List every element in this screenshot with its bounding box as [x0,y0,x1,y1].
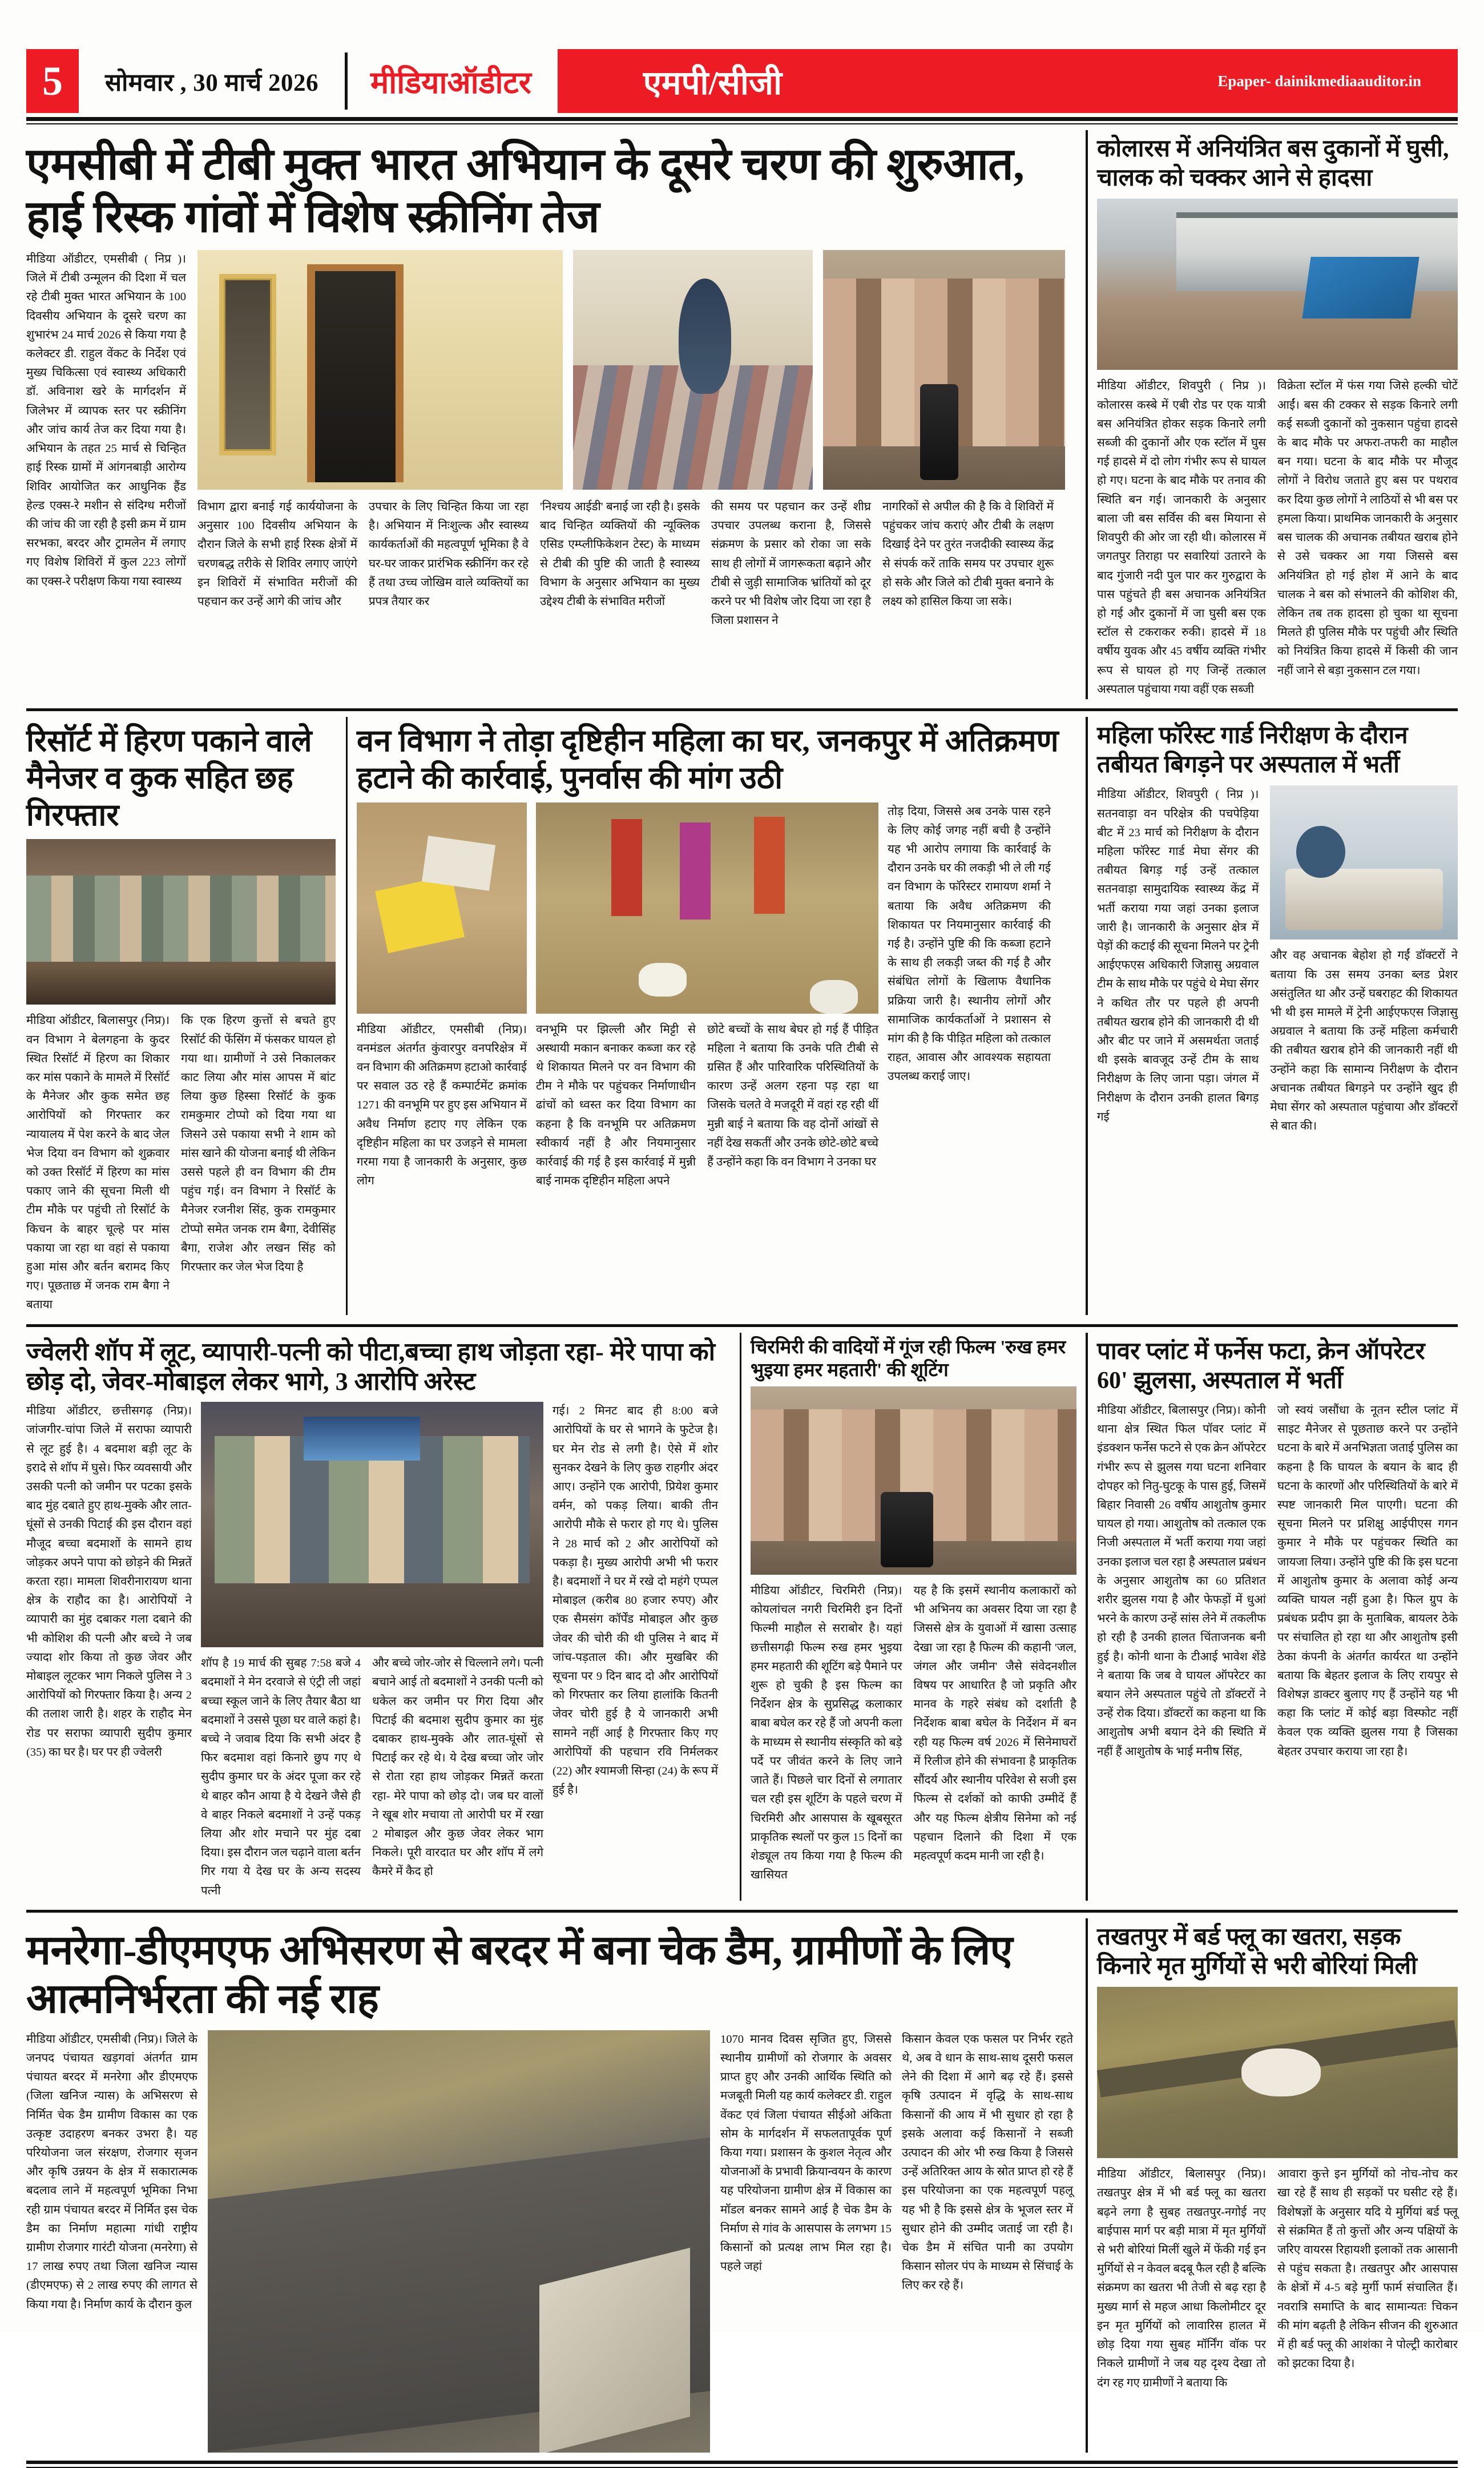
edition-label: एमपी/सीजी [643,64,782,102]
body-text: आवारा कुत्ते इन मुर्गियों को नोच-नोच कर खा रहे हैं साथ ही सड़कों पर घसीट रहे हैं। विशेषज्ञों के अनुसार यदि ये मुर्गियां बर्ड फ्लू से संक्रमित हैं तो कुत्तों और अन्य पक्षियों के जरिए वायरस रिहायशी इलाकों तक आसानी से पहुंच सकता है। तखतपुर और आसपास के क्षेत्रों में 4-5 बड़े मुर्गी फार्म संचालित हैं। नवरात्रि समाप्ति के बाद सामान्यतः चिकन की मांग बढ़ती है लेकिन सीजन की शुरुआत में ही बर्ड फ्लू की आशंका ने पोल्ट्री कारोबार को झटका दिया है। [1277,2168,1458,2370]
police-with-arrested-group-photo [26,839,336,1005]
film-cast-media-interview-photo [751,1386,1076,1575]
body-text: 1070 मानव दिवस सृजित हुए, जिससे स्थानीय ग्रामीणों को रोजगार के अवसर प्राप्त हुए और उनकी आर्थिक स्थिति को मजबूती मिली यह कार्य कलेक्टर डी. राहुल वेंकट एवं जिला पंचायत सीईओ अंकिता सोम के मार्गदर्शन में सफलतापूर्वक पूर्ण किया गया। प्रशासन के कुशल नेतृत्व और योजनाओं के प्रभावी क्रियान्वयन के कारण यह परियोजना ग्रामीण क्षेत्र में विकास का मॉडल बनकर सामने आई है चेक डैम के निर्माण से गांव के आसपास के लगभग 15 किसानों को प्रत्यक्ष लाभ मिल रहा है। पहले जहां [720,2033,892,2273]
page-bottom-rule [26,2461,1458,2464]
body-text: मीडिया ऑडीटर, छत्तीसगढ़ (निप्र)। जांजगीर-चांपा जिले में सराफा व्यापारी से लूट हुई है। 4 बदमाश बड़ी लूट के इरादे से शॉप में घुसे। फिर व्यवसायी और उसकी पत्नी को जमीन पर पटका इसके बाद मुंह दबाते हुए हाथ-मुक्के और लात-घूंसों से उनकी पिटाई की इस दौरान वहां मौजूद बच्चा बदमाशों के सामने हाथ जोड़कर अपने पापा को छोड़ने की मिन्नतें करता रहा। मामला शिवरीनारायण थाना क्षेत्र के राहौद का है। आरोपियों ने व्यापारी का मुंह दबाकर गला दबाने की भी कोशिश की पत्नी और बच्चे ने जब ज्यादा शोर किया तो कुछ जेवर और मोबाइल लूटकर भाग निकले पुलिस ने 3 आरोपियों को गिरफ्तार किया है। अन्य 2 की तलाश जारी है। शहर के राहौद मेन रोड पर सराफा व्यापारी सुदीप कुमार (35) का घर है। घर पर ही ज्वेलरी [26,1405,192,1759]
headline-jewellery-robbery: ज्वेलरी शॉप में लूट, व्यापारी-पत्नी को पीटा,बच्चा हाथ जोड़ता रहा- मेरे पापा को छोड़ दो, जेवर-मोबाइल लेकर भागे, 3 आरोपि अरेस्ट [26,1337,716,1396]
vertical-separator [346,717,348,1315]
vertical-separator [1086,1333,1088,1901]
body-text: छोटे बच्चों के साथ बेघर हो गई हैं पीड़ित महिला ने बताया कि उनके पति टीबी से ग्रसित हैं और पारिवारिक परिस्थितियों के कारण उन्हें अलग रहना पड़ रहा था जिसके चलते वे मजदूरी में वहां रह रही थीं मुन्नी बाई ने बताया कि वह दोनों आंखों से नहीं देख सकतीं और उनके छोटे-छोटे बच्चे हैं उन्होंने कहा कि वन विभाग ने उनका घर [707,1023,878,1168]
article-bird-flu [1097,1918,1458,2453]
body-text: मीडिया ऑडीटर, एमसीबी ( निप्र )। जिले में टीबी उन्मूलन की दिशा में चल रहे टीबी मुक्त भारत अभियान के 100 दिवसीय अभियान के दूसरे चरण का शुभारंभ 24 मार्च 2026 से किया गया है कलेक्टर डी. राहुल वेंकट के निर्देश एवं मुख्य चिकित्सा एवं स्वास्थ्य अधिकारी डॉ. अविनाश खरे के मार्गदर्शन में जिलेभर में व्यापक स्तर पर स्क्रीनिंग और जांच कार्य तेज कर दिया गया है। अभियान के तहत 25 मार्च से चिन्हित हाई रिस्क ग्रामों में आंगनबाड़ी आरोग्य शिविर आयोजित कर आधुनिक हैंड हेल्ड एक्स-रे मशीन से संदिग्ध मरीजों की जांच की जा रही है इसी क्रम में ग्राम सरभका, बरदर और ट्रामलेन में लगाए गए विशेष शिविरों में कुल 223 लोगों का एक्स-रे परीक्षण किया गया स्वास्थ्य [26,253,186,588]
vertical-separator [1086,717,1088,1315]
body-text: 'निश्चय आईडी' बनाई जा रही है। इसके बाद चिन्हित व्यक्तियों की न्यूक्लिक एसिड एम्प्लीफिकेशन टेस्ट) के माध्यम से टीबी की पुष्टि की जाती है स्वास्थ्य विभाग के अनुसार अभियान का मुख्य उद्देश्य टीबी के संभावित मरीजों [540,501,700,608]
body-text: यह है कि इसमें स्थानीय कलाकारों को भी अभिनय का अवसर दिया जा रहा है जिससे क्षेत्र के युवाओं में खासा उत्साह देखा जा रहा है फिल्म की कहानी 'जल, जंगल और जमीन' जैसे संवेदनशील विषय पर आधारित है जो प्रकृति और मानव के गहरे संबंध को दर्शाती है निर्देशक बाबा बघेल के निर्देशन में बन रही यह फिल्म वर्ष 2026 में सिनेमाघरों में रिलीज होने की संभावना है प्राकृतिक सौंदर्य और स्थानीय परिवेश से सजी इस फिल्म से दर्शकों को काफी उम्मीदें हैं और यह फिल्म क्षेत्रीय सिनेमा को नई पहचान दिलाने की दिशा में एक महत्वपूर्ण कदम मानी जा रही है। [913,1584,1076,1862]
article-bus-accident [1097,130,1458,699]
headline-check-dam: मनरेगा-डीएमएफ अभिसरण से बरदर में बना चेक डैम, ग्रामीणों के लिए आत्मनिर्भरता की नई राह [26,1927,1013,2022]
epaper-url: Epaper- dainikmediaauditor.in [1217,72,1421,90]
article-forest-demolition [357,717,1076,1315]
body-text: मीडिया ऑडीटर, चिरमिरी (निप्र)। कोयलांचल नगरी चिरमिरी इन दिनों फिल्मी माहौल से सराबोर है। यहां छत्तीसगढ़ी फिल्म रुख हमर भुइया हमर महतारी की शूटिंग बड़े पैमाने पर शुरू हो चुकी है इस फिल्म का निर्देशन क्षेत्र के सुप्रसिद्ध कलाकार बाबा बघेल कर रहे हैं जो अपनी कला के माध्यम से स्थानीय संस्कृति को बड़े पर्दे पर जीवंत करने के लिए जाने जाते हैं। पिछले चार दिनों से लगातार चल रही इस शूटिंग के पहले चरण में चिरमिरी और आसपास के खूबसूरत प्राकृतिक स्थलों पर कुल 15 दिनों का शेड्यूल तय किया गया है फिल्म की खासियत [751,1584,902,1882]
bus-crash-balaji-photo [1097,199,1458,370]
demolished-house-debris-photo [357,802,527,1014]
section-rule [26,1324,1458,1327]
body-text: और वह अचानक बेहोश हो गईं डॉक्टरों ने बताया कि उस समय उनका ब्लड प्रेशर असंतुलित था और उन्हें घबराहट की शिकायत भी थी इस मामले में ट्रेनी आईएफएस जिज्ञासु अग्रवाल ने बताया कि उन्हें महिला कर्मचारी की तबीयत खराब होने की जानकारी नहीं थी उन्होंने कहा कि सामान्य निरीक्षण के दौरान अचानक तबीयत बिगड़ने पर उन्होंने खुद ही मेघा सेंगर को अस्पताल पहुंचाया और डॉक्टरों से बात की। [1270,949,1458,1133]
section-rule [26,1910,1458,1913]
article-tb-campaign [26,130,1076,699]
brand-logo: मीडियाऑडीटर [370,66,531,100]
body-text: किसान केवल एक फसल पर निर्भर रहते थे, अब वे धान के साथ-साथ दूसरी फसल लेने की दिशा में आगे बढ़ रहे हैं। इससे कृषि उत्पादन में वृद्धि के साथ-साथ किसानों की आय में भी सुधार हो रहा है इसके अलावा कई किसानों ने सब्जी उत्पादन की ओर भी रुख किया है जिससे उन्हें अतिरिक्त आय के स्रोत प्राप्त हो रहे हैं इस परियोजना का एक महत्वपूर्ण पहलू यह भी है कि इससे क्षेत्र के भूजल स्तर में सुधार होने की उम्मीद जताई जा रही है। चेक डैम में संचित पानी का उपयोग किसान सोलर पंप के माध्यम से सिंचाई के लिए कर रहे हैं। [902,2033,1073,2292]
section-rule [26,708,1458,711]
body-text: उपचार के लिए चिन्हित किया जा रहा है। अभियान में निःशुल्क और स्वास्थ्य कार्यकर्ताओं की महत्वपूर्ण भूमिका है वे घर-घर जाकर प्रारंभिक स्क्रीनिंग कर रहे हैं तथा उच्च जोखिम वाले व्यक्तियों का प्रपत्र तैयार कर [369,501,529,608]
row-3 [26,1333,1458,1901]
check-dam-water-photo [208,2030,710,2453]
headline-film-shooting: चिरमिरी की वादियों में गूंज रही फिल्म 'रुख हमर भुइया हमर महतारी' की शूटिंग [751,1337,1066,1381]
headline-forest-demolition: वन विभाग ने तोड़ा दृष्टिहीन महिला का घर, जनकपुर में अतिक्रमण हटाने की कार्रवाई, पुनर्वास की मांग उठी [357,723,1059,795]
vertical-separator [1086,1918,1088,2453]
page-number-badge: 5 [26,49,79,113]
masthead-rule [26,117,1458,121]
body-text: गई। 2 मिनट बाद ही 8:00 बजे आरोपियों के घर से भागने के फुटेज है। घर मेन रोड से लगी है। ऐसे में शोर सुनकर देखने के लिए कुछ राहगीर अंदर आए। उन्होंने एक आरोपी, प्रियेश कुमार वर्मन, को पकड़ लिया। बाकी तीन आरोपी मौके से फरार हो गए थे। पुलिस ने 28 मार्च को 2 और आरोपियों को पकड़ा है। मुख्य आरोपी अभी भी फरार है। बदमाशों ने घर में रखे दो महंगे एप्पल मोबाइल (करीब 80 हजार रुपए) और एक सैमसंग कॉर्पेंड मोबाइल और कुछ जेवर की चोरी की थी पुलिस ने बाद में जांच-पड़ताल की। और मुखबिर की सूचना पर 9 दिन बाद दो और आरोपियों को गिरफ्तार कर लिया हालांकि कितनी जेवर चोरी हुई है ये जानकारी अभी सामने नहीं आई है गिरफ्तार किए गए आरोपियों की पहचान रवि निर्मलकर (22) और श्यामजी सिन्हा (24) के रूप में हुई है। [553,1405,718,1797]
body-text: और बच्चे जोर-जोर से चिल्लाने लगे। पत्नी बचाने आई तो बदमाशों ने उनकी पत्नी को धकेल कर जमीन पर गिरा दिया और पिटाई की बदमाश सुदीप कुमार का मुंह दबाकर हाथ-मुक्के और लात-घूंसों से पिटाई कर रहे थे। ये देख बच्चा जोर जोर से रोता रहा हाथ जोड़कर मिन्नतें करता रहा- मेरे पापा को छोड़ दो। जब घर वालों ने खूब शोर मचाया तो आरोपी घर में रखा 2 मोबाइल और कुछ जेवर लेकर भाग निकले। पूरी वारदात घर और शॉप में लगे कैमरे में कैद हो [372,1657,543,1878]
headline-forest-guard: महिला फॉरेस्ट गार्ड निरीक्षण के दौरान तबीयत बिगड़ने पर अस्पताल में भर्ती [1097,722,1408,779]
page-bottom-rule-thin [26,2467,1458,2468]
forest-land-clearing-photo [536,802,878,1014]
hospital-ward-patients-photo [573,250,813,490]
headline-tb-campaign: एमसीबी में टीबी मुक्त भारत अभियान के दूसरे चरण की शुरुआत, हाई रिस्क गांवों में विशेष स्क्रीनिंग तेज [26,139,1025,242]
article-jewellery-robbery [26,1333,740,1901]
body-text: मीडिया ऑडीटर, बिलासपुर (निप्र)। कोनी थाना क्षेत्र स्थित फिल पॉवर प्लांट में इंडक्शन फर्नेस फटने से एक क्रेन ऑपरेटर गंभीर रूप से झुलस गया घटना शनिवार दोपहर को नितु-घुटकू के पास हुई, जिसमें बिहार निवासी 26 वर्षीय आशुतोष कुमार घायल हो गया। आशुतोष को तत्काल एक निजी अस्पताल में भर्ती कराया गया जहां उनका इलाज चल रहा है अस्पताल प्रबंधन के अनुसार आशुतोष का 60 प्रतिशत शरीर झुलस गया है और फेफड़ों में धुआं भरने के कारण उन्हें सांस लेने में तकलीफ हो रही है उनकी हालत चिंताजनक बनी हुई है। कोनी थाना के टीआई भावेश शेंडे ने बताया कि जब वे घायल ऑपरेटर का बयान लेने अस्पताल पहुंचे तो डॉक्टरों ने उन्हें रोक दिया। डॉक्टरों का कहना था कि आशुतोष अभी बयान देने की स्थिति में नहीं हैं आशुतोष के भाई मनीष सिंह, [1097,1404,1266,1758]
headline-bird-flu: तखतपुर में बर्ड फ्लू का खतरा, सड़क किनारे मृत मुर्गियों से भरी बोरियां मिली [1097,1923,1417,1980]
body-text: शॉप है 19 मार्च की सुबह 7:58 बजे 4 बदमाशों ने मेन दरवाजे से एंट्री ली जहां बच्चा स्कूल जाने के लिए तैयार बैठा था बदमाशों ने उससे पूछा घर वाले कहां है। बच्चे ने जवाब दिया कि सभी अंदर है फिर बदमाश वहां किनारे छुप गए थे सुदीप कुमार घर के अंदर पूजा कर रहे थे बाहर कौन आया है ये देखने जैसे ही वे बाहर निकले बदमाशों ने उन्हें पकड़ लिया और शोर मचाने पर मुंह दबा दिया। इस दौरान जल चढ़ाने वाला बर्तन गिर गया ये देख घर के अन्य सदस्य पत्नी [201,1657,361,1897]
health-camp-table-photo [823,250,1065,490]
body-text: मीडिया ऑडीटर, शिवपुरी ( निप्र )। सतनवाड़ा वन परिक्षेत्र की पचपेड़िया बीट में 23 मार्च को निरीक्षण के दौरान महिला फॉरेस्ट गार्ड मेघा सेंगर की तबीयत बिगड़ गई उन्हें तत्काल सतनवाड़ा सामुदायिक स्वास्थ्य केंद्र में भर्ती कराया गया जहां उनका इलाज जारी है। जानकारी के अनुसार क्षेत्र में पेड़ों की कटाई की सूचना मिलने पर ट्रेनी आईएफएस अधिकारी जिज्ञासु अग्रवाल टीम के साथ मौके पर पहुंचे थे मेघा सेंगर ने कथित तौर पर पहले ही अपनी तबीयत खराब होने की जानकारी दी थी और बीट पर जाने में असमर्थता जताई थी इसके बावजूद उन्हें टीम के साथ निरीक्षण के लिए जाना पड़ा। जंगल में निरीक्षण के दौरान उनकी हालत बिगड़ गई [1097,788,1259,1123]
row-4 [26,1918,1458,2453]
edition-bar [558,49,1458,113]
woman-on-hospital-bed-photo [1270,785,1458,939]
vertical-separator [740,1333,741,1901]
body-text: मीडिया ऑडीटर, एमसीबी (निप्र)। जिले के जनपद पंचायत खड़गवां अंतर्गत ग्राम पंचायत बरदर में मनरेगा और डीएमएफ (जिला खनिज न्यास) के अभिसरण से निर्मित चेक डैम ग्रामीण विकास का एक उत्कृष्ट उदाहरण बनकर उभरा है। यह परियोजना जल संरक्षण, रोजगार सृजन और कृषि उन्नयन के क्षेत्र में सकारात्मक बदलाव लाने में महत्वपूर्ण भूमिका निभा रही ग्राम पंचायत बरदर में निर्मित इस चेक डैम का निर्माण महात्मा गांधी राष्ट्रीय ग्रामीण रोजगार गारंटी योजना (मनरेगा) से 17 लाख रुपए तथा जिला खनिज न्यास (डीएमएफ) से 2 लाख रुपए की लागत से किया गया है। निर्माण कार्य के दौरान कुल [26,2033,197,2311]
body-text: जो स्वयं जसौंधा के नूतन स्टील प्लांट में साइट मैनेजर से पूछताछ करने पर उन्होंने घटना के बारे में अनभिज्ञता जताई पुलिस का कहना है कि घायल के बयान के बाद ही घटना के कारणों और परिस्थितियों के बारे में स्पष्ट जानकारी मिल पाएगी। घटना की सूचना मिलने पर प्रशिक्षु आईपीएस गगन कुमार ने मौके पर पहुंचकर स्थिति का जायजा लिया। उन्होंने पुष्टि की कि इस घटना में आशुतोष कुमार के अलावा कोई अन्य व्यक्ति घायल नहीं हुआ है। फिल ग्रुप के प्रबंधक प्रदीप झा के मुताबिक, बायलर ठेके पर संचालित हो रहा था और आशुतोष इसी ठेका कंपनी के अंतर्गत कार्यरत था उन्होंने बताया कि बेहतर इलाज के लिए रायपुर से विशेषज्ञ डाक्टर बुलाए गए हैं उन्होंने यह भी कहा कि प्लांट में कोई बड़ा विस्फोट नहीं केवल एक व्यक्ति झुलस गया है जिसका बेहतर उपचार कराया जा रहा है। [1277,1404,1458,1758]
body-text: नागरिकों से अपील की है कि वे शिविरों में पहुंचकर जांच कराएं और टीबी के लक्षण दिखाई देने पर तुरंत नजदीकी स्वास्थ्य केंद्र से संपर्क करें ताकि समय पर उपचार शुरू हो सके और जिले को टीबी मुक्त बनाने के लक्ष्य को हासिल किया जा सके। [882,501,1054,608]
police-with-accused-photo [201,1402,543,1647]
body-text: मीडिया ऑडीटर, बिलासपुर (निप्र)। तखतपुर क्षेत्र में भी बर्ड फ्लू का खतरा बढ़ने लगा है सुबह तखतपुर-नगोई नए बाईपास मार्ग पर बड़ी मात्रा में मृत मुर्गियों से भरी बोरियां मिलीं खुले में फेंकी गई इन मुर्गियों से न केवल बदबू फैल रही है बल्कि संक्रमण का खतरा भी तेजी से बढ़ रहा है मुख्य मार्ग से महज आधा किलोमीटर दूर इन मृत मुर्गियों को लावारिस हालत में छोड़ दिया गया सुबह मॉर्निंग वॉक पर निकले ग्रामीणों ने जब यह दृश्य देखा तो दंग रह गए ग्रामीणों ने बताया कि [1097,2168,1266,2389]
house-clinic-screening-photo [197,250,563,490]
headline-bus-accident: कोलारस में अनियंत्रित बस दुकानों में घुसी, चालक को चक्कर आने से हादसा [1097,136,1449,192]
article-film-shooting [751,1333,1076,1901]
row-2 [26,717,1458,1315]
article-check-dam [26,1918,1076,2453]
vertical-separator [1086,130,1088,699]
body-text: विभाग द्वारा बनाई गई कार्ययोजना के अनुसार 100 दिवसीय अभियान के दौरान जिले के सभी हाई रिस्क क्षेत्रों में चरणबद्ध तरीके से शिविर लगाए जाएंगे इन शिविरों में संभावित मरीजों की पहचान कर उन्हें आगे की जांच और [197,501,357,608]
headline-power-plant: पावर प्लांट में फर्नेस फटा, क्रेन ऑपरेटर 60' झुलसा, अस्पताल में भर्ती [1097,1338,1425,1394]
masthead-rule-thin [26,123,1458,124]
body-text: विक्रेता स्टॉल में फंस गया जिसे हल्की चोटें आईं। बस की टक्कर से सड़क किनारे लगी कई सब्जी दुकानों को नुकसान पहुंचा हादसे के बाद मौके पर अफरा-तफरी का माहौल बन गया। घटना के बाद मौके पर मौजूद लोगों ने विरोध जताते हुए बस पर पथराव कर दिया कुछ लोगों ने लाठियों से भी बस पर हमला किया। प्राथमिक जानकारी के अनुसार बस चालक की अचानक तबीयत खराब होने से उसे चक्कर आ गया जिससे बस अनियंत्रित हो गई होश में आने के बाद चालक ने बस को संभालने की कोशिश की, लेकिन तब तक हादसा हो चुका था सूचना मिलते ही पुलिस मौके पर पहुंची और स्थिति को नियंत्रित किया हादसे में किसी की जान नहीं जाने से बड़ा नुकसान टल गया। [1277,380,1458,677]
body-text: वनभूमि पर झिल्ली और मिट्टी से अस्थायी मकान बनाकर कब्जा कर रहे थे शिकायत मिलने पर वन विभाग की टीम ने मौके पर पहुंचकर निर्माणाधीन ढांचों को ध्वस्त कर दिया विभाग का कहना है कि वनभूमि पर अतिक्रमण स्वीकार्य नहीं है और नियमानुसार कार्रवाई की गई है इस कार्रवाई में मुन्नी बाई नामक दृष्टिहीन महिला अपने [536,1023,696,1188]
body-text: की समय पर पहचान कर उन्हें शीघ्र उपचार उपलब्ध कराना है, जिससे संक्रमण के प्रसार को रोका जा सके साथ ही लोगों में जागरूकता बढ़ाने और टीबी से जुड़ी सामाजिक भ्रांतियों को दूर करने पर भी विशेष जोर दिया जा रहा है जिला प्रशासन ने [711,501,871,627]
article-power-plant [1097,1333,1458,1901]
publication-date: सोमवार , 30 मार्च 2026 [105,69,318,96]
article-forest-guard [1097,717,1458,1315]
headline-resort-deer: रिसॉर्ट में हिरण पकाने वाले मैनेजर व कुक सहित छह गिरफ्तार [26,723,312,832]
row-1 [26,130,1458,699]
body-text: तोड़ दिया, जिससे अब उनके पास रहने के लिए कोई जगह नहीं बची है उन्होंने यह भी आरोप लगाया कि कार्रवाई के दौरान उनके घर की लकड़ी भी ले ली गई वन विभाग के फॉरेस्टर रामायण शर्मा ने बताया कि अवैध अतिक्रमण की शिकायत पर नियमानुसार कार्रवाई की गई है। उन्होंने पुष्टि की कि कब्जा हटाने के साथ ही लकड़ी जब्त की गई है और संबंधित लोगों के खिलाफ वैधानिक प्रक्रिया जारी है। स्थानीय लोगों और सामाजिक कार्यकर्ताओं ने प्रशासन से मांग की है कि पीड़ित महिला को तत्काल राहत, आवास और आवश्यक सहायता उपलब्ध कराई जाए। [888,805,1051,1083]
body-text: मीडिया ऑडीटर, एमसीबी (निप्र)। वनमंडल अंतर्गत कुंवारपुर वनपरिक्षेत्र में वन विभाग की अतिक्रमण हटाओ कार्रवाई पर सवाल उठ रहे हैं कम्पार्टमेंट क्रमांक 1271 की वनभूमि पर हुए इस अभियान में अवैध निर्माण हटाए गए लेकिन एक दृष्टिहीन महिला का घर उजड़ने से मामला गरमा गया है जानकारी के अनुसार, कुछ लोग [357,1023,527,1188]
body-text: मीडिया ऑडीटर, शिवपुरी ( निप्र )। कोलारस कस्बे में एबी रोड पर एक यात्री बस अनियंत्रित होकर सड़क किनारे लगी सब्जी की दुकानों और एक स्टॉल में घुस गई हादसे में दो लोग गंभीर रूप से घायल हो गए। घटना के बाद मौके पर तनाव की स्थिति बन गई। जानकारी के अनुसार बाला जी बस सर्विस की बस मियाना से शिवपुरी की ओर जा रही थी। कोलारस में जगतपुर तिराहा पर सवारियां उतारने के बाद गुंजारी नदी पुल पार कर गुरुद्वारा के पास पहुंचते ही बस अचानक अनियंत्रित हो गई और दुकानों में जा घुसी बस एक स्टॉल से टकराकर रुकी। हादसे में 18 वर्षीय युवक और 45 वर्षीय व्यक्ति गंभीर रूप से घायल हो गए जिन्हें तत्काल अस्पताल पहुंचाया गया वहीं एक सब्जी [1097,380,1266,696]
masthead [26,49,1458,113]
body-text: मीडिया ऑडीटर, बिलासपुर (निप्र)। वन विभाग ने बेलगहना के कुदर स्थित रिसॉर्ट में हिरण का शिकार कर मांस पकाने के मामले में रिसॉर्ट के मैनेजर और कुक समेत छह आरोपियों को गिरफ्तार कर न्यायालय में पेश करने के बाद जेल भेज दिया वन विभाग को शुक्रवार को उक्त रिसॉर्ट में हिरण का मांस पकाए जाने की सूचना मिली थी टीम मौके पर पहुंची तो रिसॉर्ट के किचन के बाहर चूल्हे पर मांस पकाया जा रहा था वहां से पकाया हुआ मांस और बर्तन बरामद किए गए। पूछताछ में जनक राम बैगा ने बताया [26,1014,170,1312]
body-text: कि एक हिरण कुत्तों से बचते हुए रिसॉर्ट की फेंसिंग में फंसकर घायल हो गया था। ग्रामीणों ने उसे निकालकर काट लिया और मांस आपस में बांट लिया कुछ हिस्सा रिसॉर्ट के कुक रामकुमार टोप्पो को दिया गया था जिसने उसे पकाया सभी ने शाम को मांस खाने की योजना बनाई थी लेकिन उससे पहले ही वन विभाग की टीम पहुंच गई। वन विभाग ने रिसॉर्ट के मैनेजर रजनीश सिंह, कुक रामकुमार टोप्पो समेत जनक राम बैगा, देवीसिंह बैगा, राजेश और लखन सिंह को गिरफ्तार कर जेल भेज दिया है [181,1014,336,1273]
roadside-dead-poultry-photo [1097,1987,1458,2158]
article-resort-deer [26,717,346,1315]
